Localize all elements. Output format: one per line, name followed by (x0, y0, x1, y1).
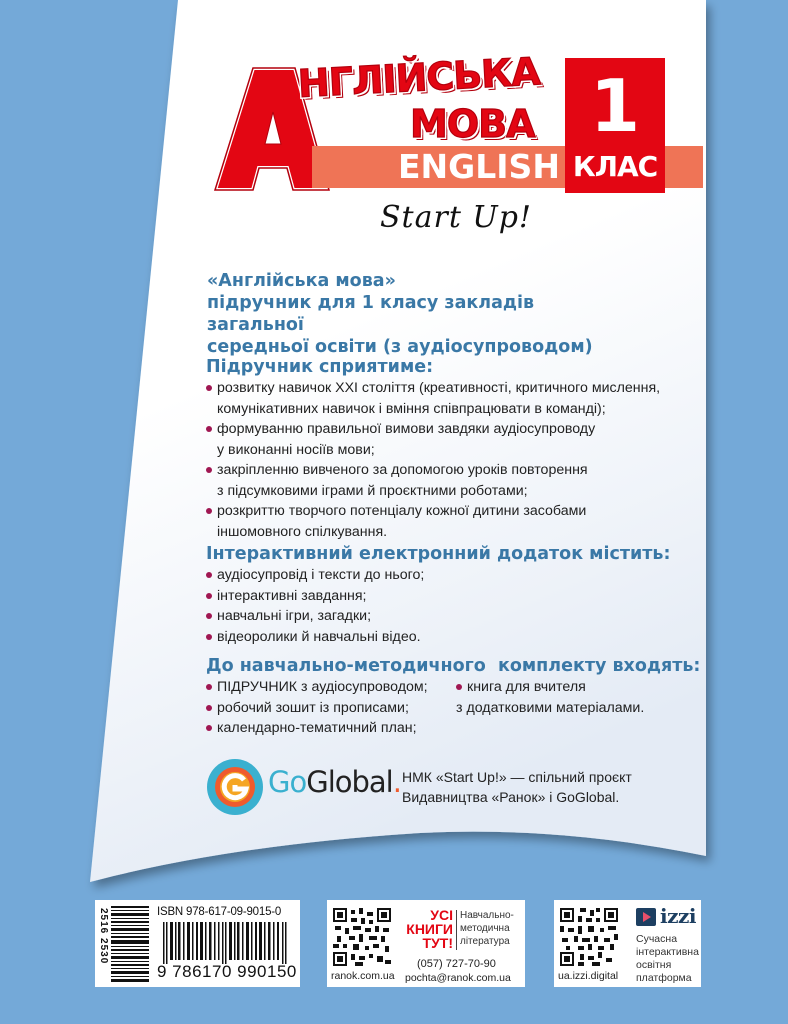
bullet-icon (206, 426, 212, 432)
publisher-description: Навчально- методична література (460, 910, 514, 947)
list-item: книга для вчителя з додатковими матеріалами. (456, 679, 645, 716)
list-item: розкриттю творчого потенціалу кожної дитини засобами іншомовного спілкування. (206, 501, 706, 542)
bullet-icon (206, 725, 212, 731)
grade-badge (565, 58, 665, 193)
list-item: ПІДРУЧНИК з аудіосупроводом; (206, 677, 456, 698)
list-item: робочий зошит із прописами; (206, 698, 456, 719)
partner-note: НМК «Start Up!» — спільний проєкт Видавництва «Ранок» і GoGlobal. (402, 769, 632, 805)
phone-number: (057) 727-70-90 (417, 958, 496, 970)
section-kit-contents (206, 655, 706, 677)
list-item: закріпленню вивченого за допомогою уроків повторення з підсумковими іграми й проєктними роботами; (206, 460, 706, 501)
list-item: інтерактивні завдання; (206, 586, 706, 607)
english-label: ENGLISH (398, 147, 560, 186)
isbn-barcode-box (95, 900, 300, 987)
intro-line: підручник для 1 класу закладів загальної (207, 293, 535, 335)
grade-number: 1 (589, 64, 641, 148)
side-barcode-number: 2516 2530 (98, 908, 109, 965)
bullet-icon (206, 508, 212, 514)
barcode-digits: 9 786170 990150 (157, 962, 297, 981)
website-link[interactable]: ua.izzi.digital (558, 970, 619, 982)
bullet-icon (456, 684, 462, 690)
email-link[interactable]: pochta@ranok.com.ua (405, 972, 511, 984)
izzi-play-icon (636, 908, 656, 926)
side-barcode-icon (111, 906, 149, 982)
bullet-icon (206, 613, 212, 619)
section-title: Підручник сприятиме: (206, 357, 434, 377)
list-item: розвитку навичок XXI століття (креативності, критичного мислення, комунікативних навичок і вміння співпрацювати в команді); (206, 378, 706, 419)
list-item: навчальні ігри, загадки; (206, 606, 706, 627)
website-link[interactable]: ranok.com.ua (331, 970, 395, 982)
izzi-platform-box (554, 900, 701, 987)
bullet-icon (206, 572, 212, 578)
barcode-icon (163, 922, 287, 964)
bullet-icon (206, 467, 212, 473)
intro-description (207, 270, 627, 358)
bullet-icon (206, 634, 212, 640)
izzi-brand: izzi (660, 904, 696, 928)
title-line-2: МОВА (410, 102, 535, 146)
intro-line: середньої освіти (з аудіосупроводом) (207, 337, 593, 357)
section-interactive-supplement (206, 543, 706, 647)
kit-list-left (206, 677, 456, 739)
grade-label: КЛАС (572, 150, 658, 183)
qr-code-icon[interactable] (333, 908, 391, 966)
bullet-icon (206, 705, 212, 711)
bullet-icon (206, 385, 212, 391)
title-line-1: НГЛІЙСЬКА (296, 49, 541, 106)
bullet-icon (206, 593, 212, 599)
goglobal-wordmark: GoGlobal. (268, 765, 401, 799)
section-textbook-benefits (206, 356, 706, 542)
platform-description: Сучасна інтерактивна освітня платформа (636, 933, 699, 984)
list-item: відеоролики й навчальні відео. (206, 627, 706, 648)
intro-line: «Англійська мова» (207, 271, 396, 291)
kit-list-right (456, 677, 706, 718)
section-title: До навчально-методичного комплекту входять: (206, 656, 701, 676)
list-item: формуванню правильної вимови завдяки аудіосупроводу у виконанні носіїв мови; (206, 419, 706, 460)
ranok-publisher-box (327, 900, 525, 987)
series-title: Start Up! (380, 200, 532, 235)
slogan: УСІ КНИГИ ТУТ! (406, 907, 453, 951)
goglobal-logo-icon (206, 758, 264, 816)
list-item: аудіосупровід і тексти до нього; (206, 565, 706, 586)
qr-code-icon[interactable] (560, 908, 618, 966)
isbn-number: ISBN 978-617-09-9015-0 (157, 906, 282, 918)
divider (456, 910, 457, 950)
list-item: календарно-тематичний план; (206, 718, 456, 739)
section-title: Інтерактивний електронний додаток містить: (206, 544, 671, 564)
bullet-icon (206, 684, 212, 690)
